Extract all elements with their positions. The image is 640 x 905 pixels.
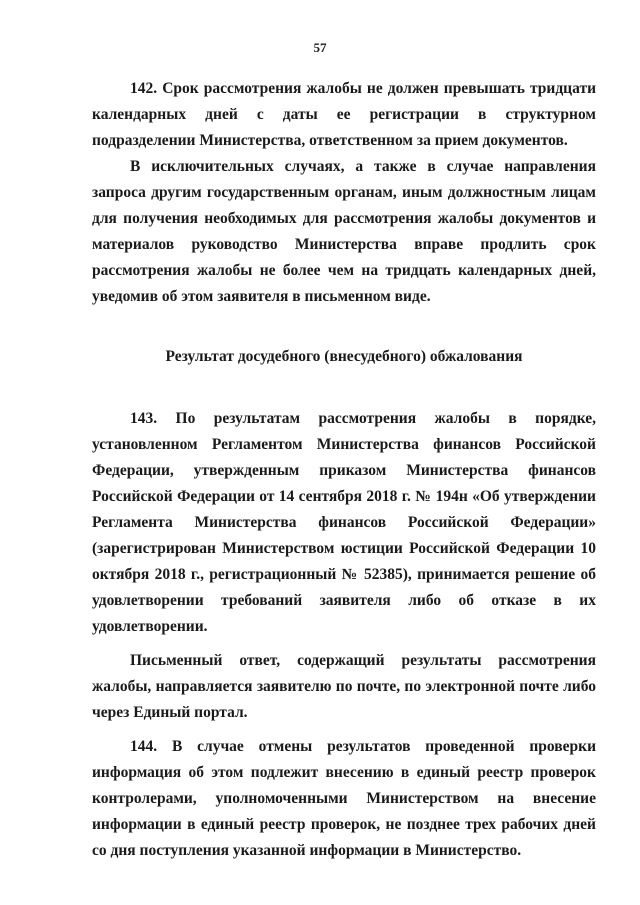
paragraph-144: 144. В случае отмены результатов проведенной проверки информация об этом подлежит внесению в единый реестр проверок контролерами, уполномоченными Министерством на внесение информации в единый реестр проверок, не позднее трех рабочих дней со дня поступления указанной информации в Министерство.	[92, 738, 596, 859]
paragraph-143-response: Письменный ответ, содержащий результаты рассмотрения жалобы, направляется заявителю по почте, по электронной почте либо через Единый портал.	[92, 652, 596, 721]
section-heading: Результат досудебного (внесудебного) обжалования	[165, 348, 523, 365]
page-number: 57	[313, 40, 327, 55]
paragraph-143: 143. По результатам рассмотрения жалобы в порядке, установленном Регламентом Министерства финансов Российской Федерации, утвержденным приказом Министерства финансов Российской Федерации от 14 сентября 2018 г. № 194н «Об утверждении Регламента Министерства финансов Российской Федерации» (зарегистрирован Министерством юстиции Российской Федерации 10 октября 2018 г., регистрационный № 52385), принимается решение об удовлетворении требований заявителя либо об отказе в их удовлетворении.	[92, 410, 596, 635]
document-body	[92, 76, 596, 864]
paragraph-142-extension: В исключительных случаях, а также в случае направления запроса другим государственным органам, иным должностным лицам для получения необходимых для рассмотрения жалобы документов и материалов руководство Министерства вправе продлить срок рассмотрения жалобы не более чем на тридцать календарных дней, уведомив об этом заявителя в письменном виде.	[92, 158, 596, 305]
paragraph-142: 142. Срок рассмотрения жалобы не должен превышать тридцати календарных дней с даты ее регистрации в структурном подразделении Министерства, ответственном за прием документов.	[92, 80, 596, 149]
